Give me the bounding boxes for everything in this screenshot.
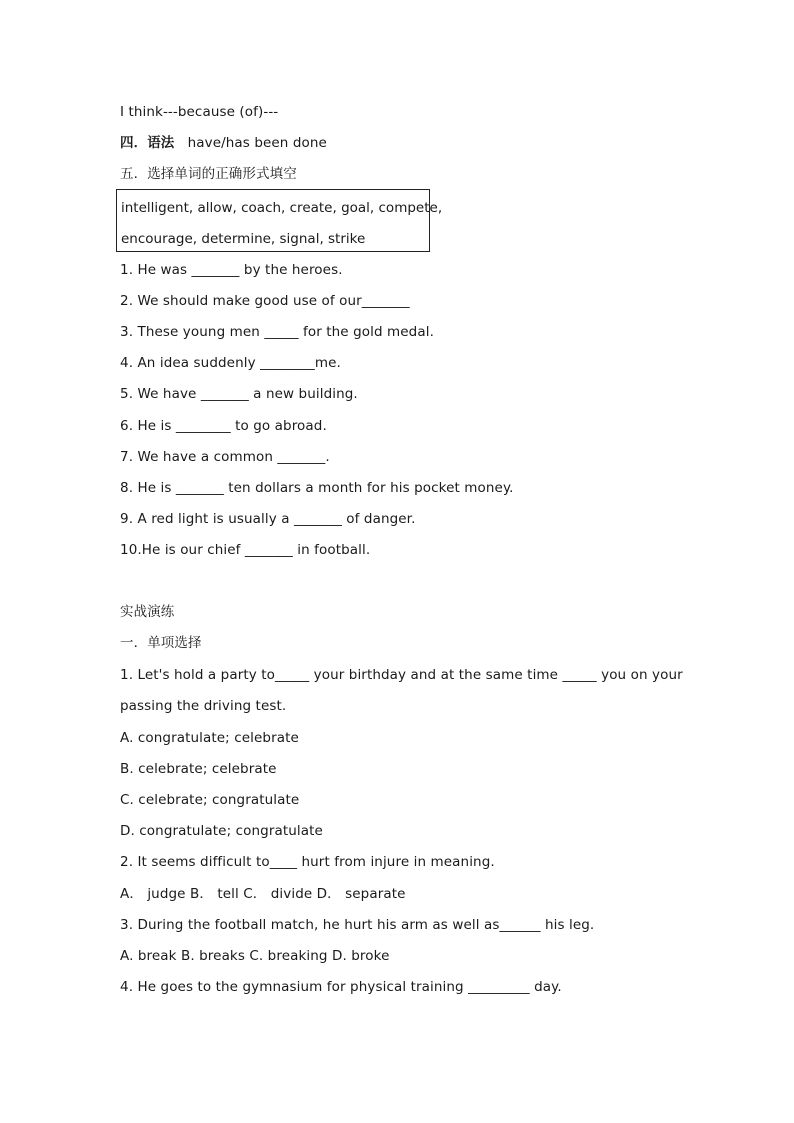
fill-in-item-4: 4. An idea suddenly ________me.: [120, 355, 341, 371]
question-1-option-c: C. celebrate; congratulate: [120, 792, 300, 808]
practice-subheading: 一．单项选择: [120, 635, 202, 651]
section4-line: [120, 134, 327, 152]
fill-in-item-2: 2. We should make good use of our_______: [120, 293, 410, 309]
word-bank-line-2: encourage, determine, signal, strike: [121, 231, 366, 247]
question-1-option-d: D. congratulate; congratulate: [120, 823, 323, 839]
fill-in-item-5: 5. We have _______ a new building.: [120, 386, 358, 402]
question-2: 2. It seems difficult to____ hurt from injure in meaning.: [120, 854, 495, 870]
question-3-options: A. break B. breaks C. breaking D. broke: [120, 948, 390, 964]
section5-heading: 五．选择单词的正确形式填空: [120, 166, 297, 182]
fill-in-item-9: 9. A red light is usually a _______ of danger.: [120, 511, 416, 527]
section4-text: have/has been done: [187, 135, 327, 151]
question-1-option-a: A. congratulate; celebrate: [120, 730, 299, 746]
fill-in-item-3: 3. These young men _____ for the gold medal.: [120, 324, 434, 340]
word-bank-box: [116, 189, 443, 252]
section4-label: 四．语法: [120, 135, 175, 151]
question-1-line-1: 1. Let's hold a party to_____ your birthday and at the same time _____ you on your: [120, 667, 683, 683]
fill-in-item-6: 6. He is ________ to go abroad.: [120, 418, 327, 434]
question-1-option-b: B. celebrate; celebrate: [120, 761, 277, 777]
word-bank-line-1: intelligent, allow, coach, create, goal, compete,: [121, 200, 443, 216]
practice-heading: 实战演练: [120, 604, 175, 620]
fill-in-item-7: 7. We have a common _______.: [120, 449, 330, 465]
intro-line: I think---because (of)---: [120, 104, 279, 120]
question-1-line-2: passing the driving test.: [120, 698, 287, 714]
fill-in-item-1: 1. He was _______ by the heroes.: [120, 262, 343, 278]
question-2-options: A． judge B． tell C． divide D． separate: [120, 886, 406, 902]
question-3: 3. During the football match, he hurt his arm as well as______ his leg.: [120, 917, 595, 933]
fill-in-item-10: 10.He is our chief _______ in football.: [120, 542, 371, 558]
fill-in-item-8: 8. He is _______ ten dollars a month for his pocket money.: [120, 480, 514, 496]
question-4: 4. He goes to the gymnasium for physical training _________ day.: [120, 979, 562, 995]
